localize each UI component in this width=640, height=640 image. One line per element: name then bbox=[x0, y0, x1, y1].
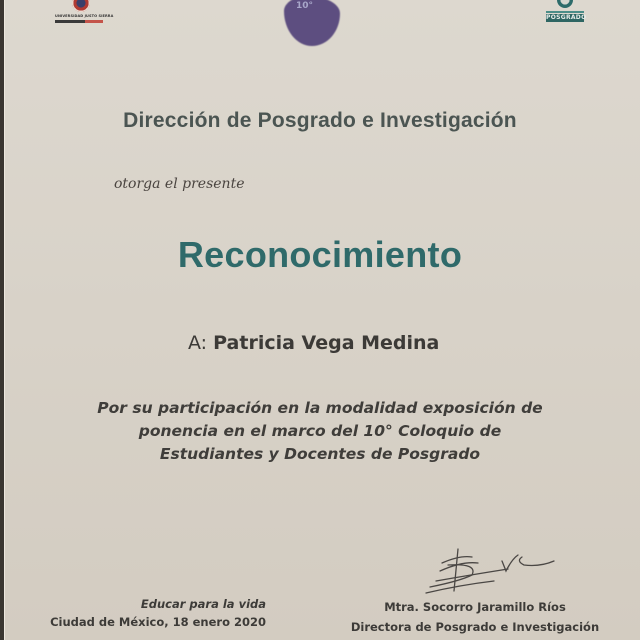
page-edge-highlight bbox=[4, 0, 5, 640]
issuer-heading: Dirección de Posgrado e Investigación bbox=[123, 109, 517, 132]
logo-bar-dark bbox=[55, 20, 85, 23]
signer-name: Mtra. Socorro Jaramillo Ríos bbox=[384, 600, 566, 614]
place-date: Ciudad de México, 18 enero 2020 bbox=[50, 615, 266, 629]
certificate-paper bbox=[4, 0, 640, 640]
description-line: ponencia en el marco del 10° Coloquio de bbox=[138, 422, 502, 440]
logo-bar-red bbox=[85, 20, 103, 23]
intro-text: otorga el presente bbox=[114, 176, 245, 192]
university-seal-icon bbox=[72, 0, 90, 12]
posgrado-band bbox=[546, 11, 584, 13]
description bbox=[0, 397, 640, 466]
posgrado-logo bbox=[542, 0, 588, 26]
university-logo bbox=[55, 0, 114, 26]
posgrado-seal-icon bbox=[557, 0, 573, 8]
recipient-name: Patricia Vega Medina bbox=[213, 332, 440, 354]
recipient-line bbox=[188, 332, 439, 354]
coloquio-logo bbox=[284, 0, 340, 46]
coloquio-number: 10° bbox=[296, 1, 314, 11]
description-line: Por su participación en la modalidad exposición de bbox=[97, 399, 543, 417]
university-name: UNIVERSIDAD JUSTO SIERRA bbox=[55, 14, 114, 18]
motto: Educar para la vida bbox=[140, 597, 266, 611]
posgrado-label: POSGRADO bbox=[546, 14, 587, 21]
description-line: Estudiantes y Docentes de Posgrado bbox=[159, 445, 481, 463]
signature-icon bbox=[420, 545, 570, 597]
signer-role: Directora de Posgrado e Investigación bbox=[350, 620, 600, 634]
recipient-prefix: A: bbox=[188, 332, 208, 354]
certificate-title: Reconocimiento bbox=[177, 234, 463, 275]
